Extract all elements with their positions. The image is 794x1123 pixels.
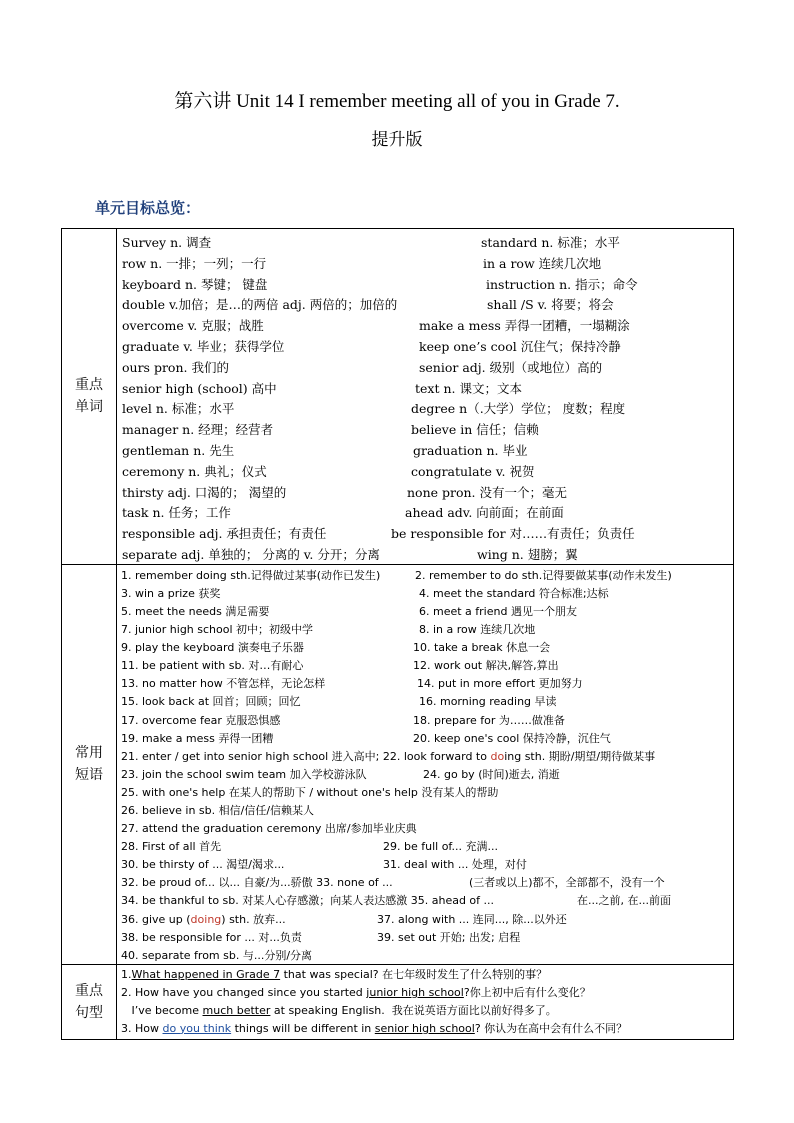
phrase-row: 36. give up (doing) sth. 放弃... 37. along with ... 连同..., 除...以外还 [121, 912, 567, 926]
phrase-cell [117, 564, 734, 964]
phrase-row: 19. make a mess 弄得一团糟 20. keep one's cool 保持冷静，沉住气 [121, 731, 611, 745]
phrase-row: 7. junior high school 初中；初级中学 8. in a row 连续几次地 [121, 623, 536, 637]
phrase-row: 25. with one's help 在某人的帮助下 / without one's help 没有某人的帮助 [121, 785, 499, 799]
phrase-row: 40. separate from sb. 与...分别/分离 [121, 948, 313, 962]
vocab-row: graduate v. 毕业；获得学位 keep one’s cool 沉住气；保持冷静 [122, 338, 621, 354]
phrase-row: 3. win a prize 获奖 4. meet the standard 符合标准;达标 [121, 586, 609, 600]
vocab-row: double v.加倍；是…的两倍 adj. 两倍的；加倍的 shall /S v. 将要；将会 [122, 297, 614, 313]
phrase-section [62, 564, 734, 964]
vocab-row: Survey n. 调查 standard n. 标准；水平 [122, 235, 620, 250]
phrase-row: 1. remember doing sth.记得做过某事(动作已发生) 2. remember to do sth.记得要做某事(动作未发生) [121, 568, 672, 582]
vocab-row: keyboard n. 琴键； 键盘 instruction n. 指示；命令 [122, 276, 638, 292]
vocab-row: level n. 标准；水平 degree n（.大学）学位； 度数；程度 [122, 401, 626, 417]
phrase-row: 15. look back at 回首；回顾；回忆 16. morning reading 早读 [121, 695, 557, 709]
phrase-row: 30. be thirsty of ... 渴望/渴求... 31. deal with ... 处理，对付 [121, 858, 527, 872]
phrase-row: 28. First of all 首先 29. be full of... 充满... [121, 840, 498, 854]
vocab-row: task n. 任务；工作 ahead adv. 向前面；在前面 [122, 505, 564, 521]
vocab-row: manager n. 经理；经营者 believe in 信任；信赖 [122, 422, 539, 438]
vocab-row: responsible adj. 承担责任；有责任 be responsible for 对……有责任；负责任 [122, 526, 635, 542]
vocab-row: row n. 一排；一列；一行 in a row 连续几次地 [122, 255, 602, 271]
page-subtitle: 提升版 [371, 130, 423, 150]
vocab-cell [117, 229, 734, 565]
vocab-row: thirsty adj. 口渴的； 渴望的 none pron. 没有一个；毫无 [122, 484, 567, 500]
sentence-row: 3. How do you think things will be different in senior high school? 你认为在高中会有什么不同？ [121, 1021, 628, 1035]
sentence-row: 2. How have you changed since you started junior high school?你上初中后有什么变化？ [121, 985, 591, 999]
phrase-row: 11. be patient with sb. 对…有耐心 12. work out 解决,解答,算出 [121, 659, 559, 673]
section-heading: 单元目标总览： [95, 199, 201, 217]
phrase-row: 9. play the keyboard 演奏电子乐器 10. take a break 休息一会 [121, 641, 551, 655]
vocab-label: 重点 单词 [62, 229, 117, 565]
vocab-row: ceremony n. 典礼；仪式 congratulate v. 祝贺 [122, 463, 535, 479]
phrase-row: 5. meet the needs 满足需要 6. meet a friend 遇见一个朋友 [121, 604, 577, 618]
phrase-row: 21. enter / get into senior high school 进入高中; 22. look forward to doing sth. 期盼/期望/期待做某事 [121, 749, 656, 763]
phrase-row: 38. be responsible for ... 对...负责 39. set out 开始; 出发; 启程 [121, 930, 521, 944]
sentence-row: 1.What happened in Grade 7 that was special? 在七年级时发生了什么特别的事？ [121, 967, 548, 981]
phrase-label: 常用 短语 [62, 564, 117, 964]
page-title: 第六讲 Unit 14 I remember meeting all of you in Grade 7. [174, 91, 620, 112]
phrase-row: 17. overcome fear 克服恐惧感 18. prepare for 为……做准备 [121, 713, 565, 727]
vocab-row: overcome v. 克服；战胜 make a mess 弄得一团糟，一塌糊涂 [122, 318, 630, 334]
sentence-row: I’ve become much better at speaking English. 我在说英语方面比以前好得多了。 [121, 1003, 557, 1017]
sentence-cell [117, 964, 734, 1039]
vocab-row: gentleman n. 先生 graduation n. 毕业 [122, 442, 528, 458]
sentence-section [62, 964, 734, 1039]
vocab-row: separate adj. 单独的； 分离的 v. 分开；分离 wing n. 翅膀；翼 [122, 546, 578, 562]
phrase-row: 26. believe in sb. 相信/信任/信赖某人 [121, 803, 315, 817]
vocab-row: senior high (school) 高中 text n. 课文；文本 [122, 380, 522, 396]
sentence-label: 重点 句型 [62, 964, 117, 1039]
phrase-row: 23. join the school swim team 加入学校游泳队 24. go by (时间)逝去, 消逝 [121, 767, 560, 781]
phrase-row: 34. be thankful to sb. 对某人心存感激；向某人表达感激 35. ahead of ... 在...之前, 在...前面 [121, 894, 671, 908]
phrase-row: 13. no matter how 不管怎样，无论怎样 14. put in more effort 更加努力 [121, 677, 583, 691]
phrase-row: 27. attend the graduation ceremony 出席/参加毕业庆典 [121, 822, 417, 836]
unit-overview-table [61, 228, 734, 1040]
vocab-row: ours pron. 我们的 senior adj. 级别（或地位）高的 [122, 359, 603, 375]
phrase-row: 32. be proud of... 以... 自豪/为...骄傲 33. none of ... (三者或以上)都不，全部都不，没有一个 [121, 876, 665, 890]
vocab-section [62, 229, 734, 565]
